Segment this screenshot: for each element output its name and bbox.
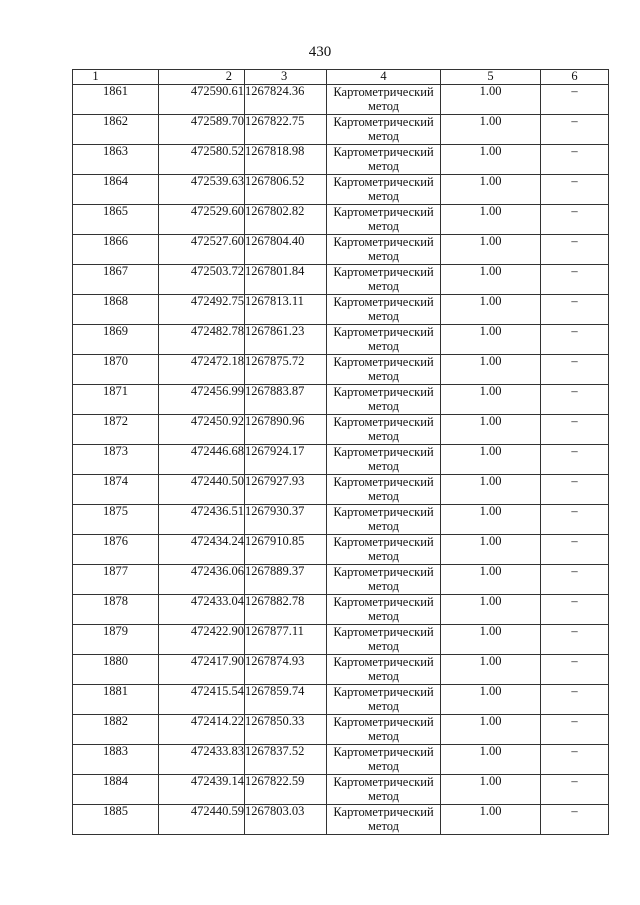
accuracy-cell: 1.00 (441, 415, 541, 445)
method-cell (327, 655, 441, 685)
accuracy-cell: 1.00 (441, 805, 541, 835)
method-line-1: Картометрический (333, 85, 434, 99)
method-line-1: Картометрический (333, 205, 434, 219)
note-cell: – (541, 655, 609, 685)
coordinates-table (72, 69, 609, 835)
accuracy-cell: 1.00 (441, 655, 541, 685)
method-line-2: метод (367, 549, 399, 563)
x-coordinate-cell: 472415.54 (159, 685, 245, 715)
x-coordinate-cell: 472417.90 (159, 655, 245, 685)
method-cell (327, 175, 441, 205)
y-coordinate-cell: 1267889.37 (245, 565, 327, 595)
accuracy-cell: 1.00 (441, 265, 541, 295)
y-coordinate-cell: 1267882.78 (245, 595, 327, 625)
y-coordinate-cell: 1267859.74 (245, 685, 327, 715)
method-line-2: метод (367, 609, 399, 623)
table-row (73, 685, 609, 715)
method-line-1: Картометрический (333, 415, 434, 429)
method-cell (327, 145, 441, 175)
method-line-2: метод (367, 639, 399, 653)
accuracy-cell: 1.00 (441, 145, 541, 175)
table-row (73, 265, 609, 295)
point-number-cell: 1875 (73, 505, 159, 535)
note-cell: – (541, 595, 609, 625)
method-cell (327, 85, 441, 115)
header-col-5: 5 (441, 70, 541, 85)
x-coordinate-cell: 472527.60 (159, 235, 245, 265)
method-line-2: метод (367, 789, 399, 803)
x-coordinate-cell: 472440.59 (159, 805, 245, 835)
accuracy-cell: 1.00 (441, 625, 541, 655)
accuracy-cell: 1.00 (441, 775, 541, 805)
note-cell: – (541, 565, 609, 595)
method-cell (327, 355, 441, 385)
y-coordinate-cell: 1267818.98 (245, 145, 327, 175)
point-number-cell: 1878 (73, 595, 159, 625)
point-number-cell: 1867 (73, 265, 159, 295)
point-number-cell: 1870 (73, 355, 159, 385)
method-line-1: Картометрический (333, 535, 434, 549)
x-coordinate-cell: 472539.63 (159, 175, 245, 205)
note-cell: – (541, 415, 609, 445)
accuracy-cell: 1.00 (441, 85, 541, 115)
method-line-1: Картометрический (333, 325, 434, 339)
method-line-2: метод (367, 249, 399, 263)
note-cell: – (541, 355, 609, 385)
method-line-1: Картометрический (333, 385, 434, 399)
y-coordinate-cell: 1267822.75 (245, 115, 327, 145)
x-coordinate-cell: 472590.61 (159, 85, 245, 115)
page-number: 430 (308, 44, 332, 60)
method-line-1: Картометрический (333, 625, 434, 639)
note-cell: – (541, 715, 609, 745)
method-line-1: Картометрический (333, 685, 434, 699)
accuracy-cell: 1.00 (441, 595, 541, 625)
method-line-1: Картометрический (333, 295, 434, 309)
y-coordinate-cell: 1267801.84 (245, 265, 327, 295)
table-row (73, 595, 609, 625)
method-cell (327, 685, 441, 715)
accuracy-cell: 1.00 (441, 115, 541, 145)
point-number-cell: 1884 (73, 775, 159, 805)
x-coordinate-cell: 472446.68 (159, 445, 245, 475)
table-row (73, 415, 609, 445)
header-col-1: 1 (73, 70, 159, 85)
point-number-cell: 1881 (73, 685, 159, 715)
table-row (73, 625, 609, 655)
x-coordinate-cell: 472436.51 (159, 505, 245, 535)
accuracy-cell: 1.00 (441, 745, 541, 775)
method-line-2: метод (367, 579, 399, 593)
table-row (73, 235, 609, 265)
y-coordinate-cell: 1267883.87 (245, 385, 327, 415)
method-cell (327, 295, 441, 325)
method-line-2: метод (367, 399, 399, 413)
method-line-2: метод (367, 129, 399, 143)
method-line-2: метод (367, 699, 399, 713)
method-line-2: метод (367, 489, 399, 503)
method-cell (327, 565, 441, 595)
y-coordinate-cell: 1267804.40 (245, 235, 327, 265)
point-number-cell: 1872 (73, 415, 159, 445)
note-cell: – (541, 265, 609, 295)
table-row (73, 115, 609, 145)
accuracy-cell: 1.00 (441, 235, 541, 265)
x-coordinate-cell: 472482.78 (159, 325, 245, 355)
accuracy-cell: 1.00 (441, 535, 541, 565)
header-col-3: 3 (245, 70, 327, 85)
point-number-cell: 1883 (73, 745, 159, 775)
method-line-2: метод (367, 339, 399, 353)
note-cell: – (541, 295, 609, 325)
point-number-cell: 1879 (73, 625, 159, 655)
method-line-2: метод (367, 309, 399, 323)
point-number-cell: 1877 (73, 565, 159, 595)
accuracy-cell: 1.00 (441, 505, 541, 535)
point-number-cell: 1863 (73, 145, 159, 175)
note-cell: – (541, 235, 609, 265)
accuracy-cell: 1.00 (441, 445, 541, 475)
table-row (73, 805, 609, 835)
method-line-1: Картометрический (333, 805, 434, 819)
method-line-1: Картометрический (333, 775, 434, 789)
y-coordinate-cell: 1267824.36 (245, 85, 327, 115)
point-number-cell: 1866 (73, 235, 159, 265)
point-number-cell: 1882 (73, 715, 159, 745)
table-row (73, 715, 609, 745)
method-line-1: Картометрический (333, 115, 434, 129)
x-coordinate-cell: 472472.18 (159, 355, 245, 385)
table-row (73, 445, 609, 475)
table-row (73, 385, 609, 415)
method-cell (327, 505, 441, 535)
x-coordinate-cell: 472414.22 (159, 715, 245, 745)
y-coordinate-cell: 1267924.17 (245, 445, 327, 475)
method-cell (327, 625, 441, 655)
method-cell (327, 415, 441, 445)
method-line-1: Картометрический (333, 445, 434, 459)
table-row (73, 295, 609, 325)
table-row (73, 535, 609, 565)
y-coordinate-cell: 1267803.03 (245, 805, 327, 835)
y-coordinate-cell: 1267861.23 (245, 325, 327, 355)
note-cell: – (541, 445, 609, 475)
point-number-cell: 1861 (73, 85, 159, 115)
y-coordinate-cell: 1267802.82 (245, 205, 327, 235)
point-number-cell: 1865 (73, 205, 159, 235)
method-line-1: Картометрический (333, 265, 434, 279)
y-coordinate-cell: 1267930.37 (245, 505, 327, 535)
method-line-1: Картометрический (333, 745, 434, 759)
accuracy-cell: 1.00 (441, 715, 541, 745)
method-line-2: метод (367, 519, 399, 533)
method-cell (327, 595, 441, 625)
note-cell: – (541, 625, 609, 655)
point-number-cell: 1876 (73, 535, 159, 565)
y-coordinate-cell: 1267927.93 (245, 475, 327, 505)
method-line-2: метод (367, 819, 399, 833)
y-coordinate-cell: 1267877.11 (245, 625, 327, 655)
table-row (73, 145, 609, 175)
method-line-2: метод (367, 459, 399, 473)
method-cell (327, 205, 441, 235)
point-number-cell: 1869 (73, 325, 159, 355)
point-number-cell: 1862 (73, 115, 159, 145)
x-coordinate-cell: 472503.72 (159, 265, 245, 295)
note-cell: – (541, 535, 609, 565)
table-row (73, 85, 609, 115)
note-cell: – (541, 115, 609, 145)
method-cell (327, 535, 441, 565)
method-line-2: метод (367, 159, 399, 173)
x-coordinate-cell: 472439.14 (159, 775, 245, 805)
method-line-1: Картометрический (333, 145, 434, 159)
method-line-2: метод (367, 99, 399, 113)
note-cell: – (541, 175, 609, 205)
method-line-1: Картометрический (333, 235, 434, 249)
y-coordinate-cell: 1267813.11 (245, 295, 327, 325)
note-cell: – (541, 805, 609, 835)
y-coordinate-cell: 1267822.59 (245, 775, 327, 805)
x-coordinate-cell: 472422.90 (159, 625, 245, 655)
note-cell: – (541, 475, 609, 505)
note-cell: – (541, 775, 609, 805)
point-number-cell: 1868 (73, 295, 159, 325)
y-coordinate-cell: 1267890.96 (245, 415, 327, 445)
method-line-1: Картометрический (333, 355, 434, 369)
method-line-2: метод (367, 369, 399, 383)
y-coordinate-cell: 1267806.52 (245, 175, 327, 205)
method-cell (327, 235, 441, 265)
method-line-2: метод (367, 429, 399, 443)
method-cell (327, 115, 441, 145)
note-cell: – (541, 325, 609, 355)
x-coordinate-cell: 472433.04 (159, 595, 245, 625)
point-number-cell: 1864 (73, 175, 159, 205)
method-line-2: метод (367, 729, 399, 743)
method-cell (327, 775, 441, 805)
table-row (73, 475, 609, 505)
accuracy-cell: 1.00 (441, 685, 541, 715)
note-cell: – (541, 685, 609, 715)
method-line-1: Картометрический (333, 475, 434, 489)
x-coordinate-cell: 472440.50 (159, 475, 245, 505)
method-line-1: Картометрический (333, 715, 434, 729)
y-coordinate-cell: 1267850.33 (245, 715, 327, 745)
x-coordinate-cell: 472492.75 (159, 295, 245, 325)
point-number-cell: 1885 (73, 805, 159, 835)
y-coordinate-cell: 1267837.52 (245, 745, 327, 775)
note-cell: – (541, 205, 609, 235)
method-cell (327, 325, 441, 355)
method-line-2: метод (367, 219, 399, 233)
table-row (73, 505, 609, 535)
table-row (73, 565, 609, 595)
table-row (73, 775, 609, 805)
table-row (73, 325, 609, 355)
table-row (73, 655, 609, 685)
method-line-1: Картометрический (333, 505, 434, 519)
accuracy-cell: 1.00 (441, 565, 541, 595)
method-cell (327, 475, 441, 505)
x-coordinate-cell: 472436.06 (159, 565, 245, 595)
table-row (73, 175, 609, 205)
x-coordinate-cell: 472434.24 (159, 535, 245, 565)
table-header (73, 70, 609, 85)
x-coordinate-cell: 472456.99 (159, 385, 245, 415)
method-line-2: метод (367, 189, 399, 203)
note-cell: – (541, 745, 609, 775)
y-coordinate-cell: 1267910.85 (245, 535, 327, 565)
accuracy-cell: 1.00 (441, 385, 541, 415)
x-coordinate-cell: 472450.92 (159, 415, 245, 445)
accuracy-cell: 1.00 (441, 475, 541, 505)
point-number-cell: 1874 (73, 475, 159, 505)
header-col-4: 4 (327, 70, 441, 85)
accuracy-cell: 1.00 (441, 355, 541, 385)
method-line-1: Картометрический (333, 595, 434, 609)
x-coordinate-cell: 472529.60 (159, 205, 245, 235)
method-cell (327, 715, 441, 745)
method-cell (327, 805, 441, 835)
x-coordinate-cell: 472580.52 (159, 145, 245, 175)
accuracy-cell: 1.00 (441, 325, 541, 355)
point-number-cell: 1880 (73, 655, 159, 685)
method-line-2: метод (367, 759, 399, 773)
table-body (73, 85, 609, 835)
table-row (73, 355, 609, 385)
method-line-2: метод (367, 279, 399, 293)
note-cell: – (541, 385, 609, 415)
accuracy-cell: 1.00 (441, 175, 541, 205)
method-line-2: метод (367, 669, 399, 683)
method-line-1: Картометрический (333, 565, 434, 579)
method-cell (327, 445, 441, 475)
method-cell (327, 385, 441, 415)
note-cell: – (541, 85, 609, 115)
note-cell: – (541, 505, 609, 535)
table-row (73, 205, 609, 235)
point-number-cell: 1873 (73, 445, 159, 475)
method-line-1: Картометрический (333, 175, 434, 189)
y-coordinate-cell: 1267874.93 (245, 655, 327, 685)
method-line-1: Картометрический (333, 655, 434, 669)
table-row (73, 745, 609, 775)
accuracy-cell: 1.00 (441, 205, 541, 235)
header-col-2: 2 (159, 70, 245, 85)
point-number-cell: 1871 (73, 385, 159, 415)
header-col-6: 6 (541, 70, 609, 85)
x-coordinate-cell: 472589.70 (159, 115, 245, 145)
x-coordinate-cell: 472433.83 (159, 745, 245, 775)
note-cell: – (541, 145, 609, 175)
method-cell (327, 265, 441, 295)
y-coordinate-cell: 1267875.72 (245, 355, 327, 385)
accuracy-cell: 1.00 (441, 295, 541, 325)
method-cell (327, 745, 441, 775)
